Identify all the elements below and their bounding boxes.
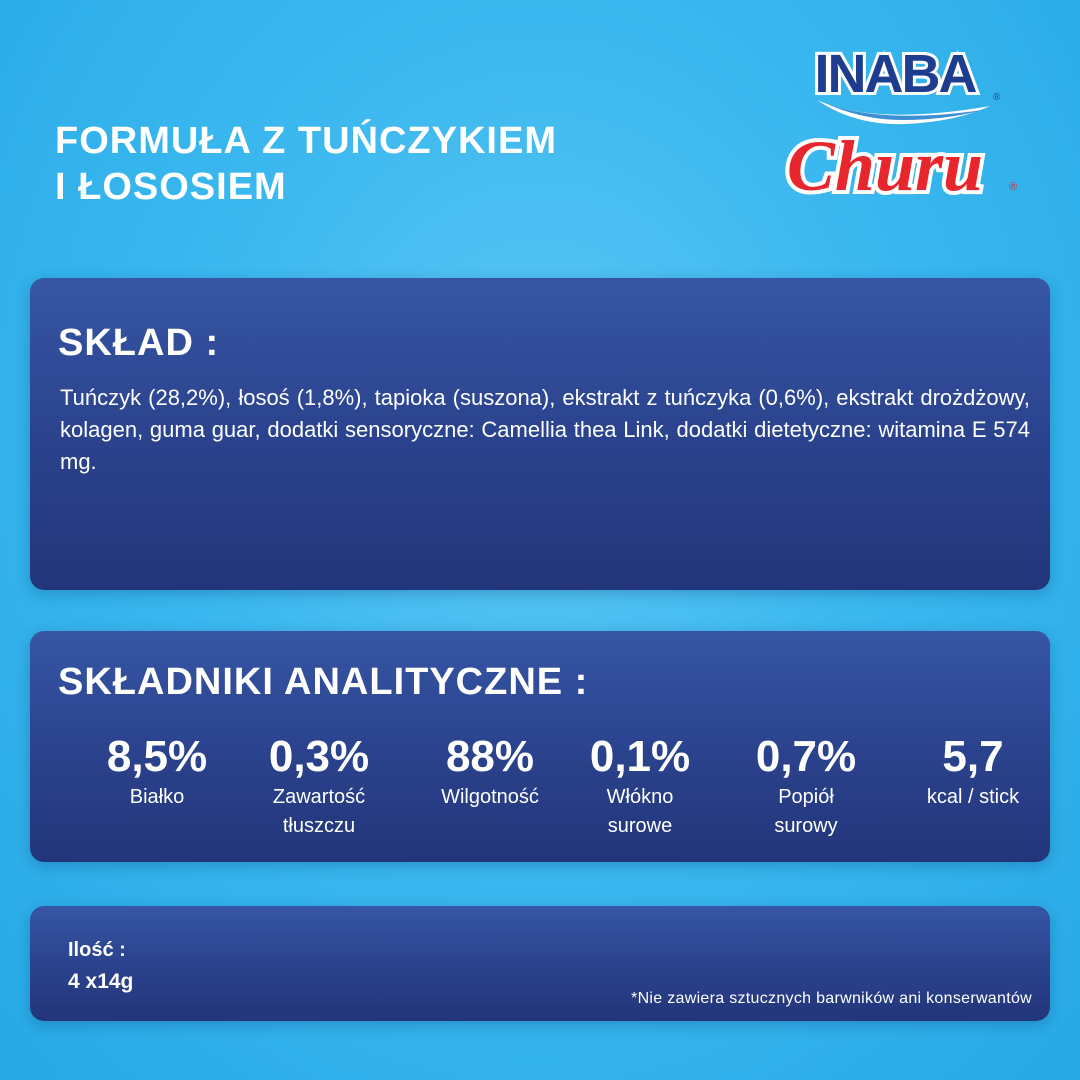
ingredients-text: Tuńczyk (28,2%), łosoś (1,8%), tapioka (suszona), ekstrakt z tuńczyka (0,6%), ekstrakt drożdżowy, kolagen, guma guar, dodatki sensoryczne: Camellia thea Link, dodatki dietetyczne: witamina E 574 mg. — [60, 385, 1030, 474]
stat-label: Białko — [129, 786, 185, 808]
inaba-churu-logo — [755, 30, 1035, 210]
stat-fibre — [555, 731, 725, 841]
stat-value: 8,5% — [106, 732, 208, 781]
analytical-stats — [30, 731, 1050, 841]
analytical-title: SKŁADNIKI ANALITYCZNE : — [58, 661, 589, 703]
stat-label: Popiół surowy — [774, 786, 838, 837]
stat-ash — [721, 731, 891, 841]
stat-protein — [72, 731, 242, 812]
headline-line-1: FORMUŁA Z TUŃCZYKIEM — [55, 120, 557, 162]
logo-graphic — [755, 30, 1035, 210]
stat-label: Włókno surowe — [606, 786, 674, 837]
stat-value: 0,3% — [268, 732, 370, 781]
no-additives-note: *Nie zawiera sztucznych barwników ani konserwantów — [631, 990, 1032, 1007]
stat-label: Zawartość tłuszczu — [272, 786, 366, 837]
headline-line-2: I ŁOSOSIEM — [55, 166, 287, 208]
quantity-label: Ilość : — [68, 939, 126, 961]
stat-value: 0,7% — [755, 732, 857, 781]
stat-value: 88% — [445, 732, 535, 781]
logo-brand-text: INABA — [814, 44, 976, 104]
stat-calories — [888, 731, 1058, 812]
stat-label: Wilgotność — [441, 786, 539, 808]
composition-panel — [30, 278, 1050, 590]
svg-text:®: ® — [993, 92, 1001, 103]
quantity-value: 4 x14g — [68, 970, 134, 993]
analytical-panel — [30, 631, 1050, 862]
stat-moisture — [405, 731, 575, 812]
stat-value: 0,1% — [589, 732, 691, 781]
stat-fat — [234, 731, 404, 841]
svg-text:®: ® — [1009, 181, 1018, 193]
quantity-panel — [30, 906, 1050, 1021]
stat-label: kcal / stick — [926, 786, 1020, 808]
composition-title: SKŁAD : — [58, 322, 220, 364]
logo-product-text: Churu — [786, 126, 984, 206]
page-headline — [55, 118, 695, 210]
stat-value: 5,7 — [942, 732, 1004, 781]
